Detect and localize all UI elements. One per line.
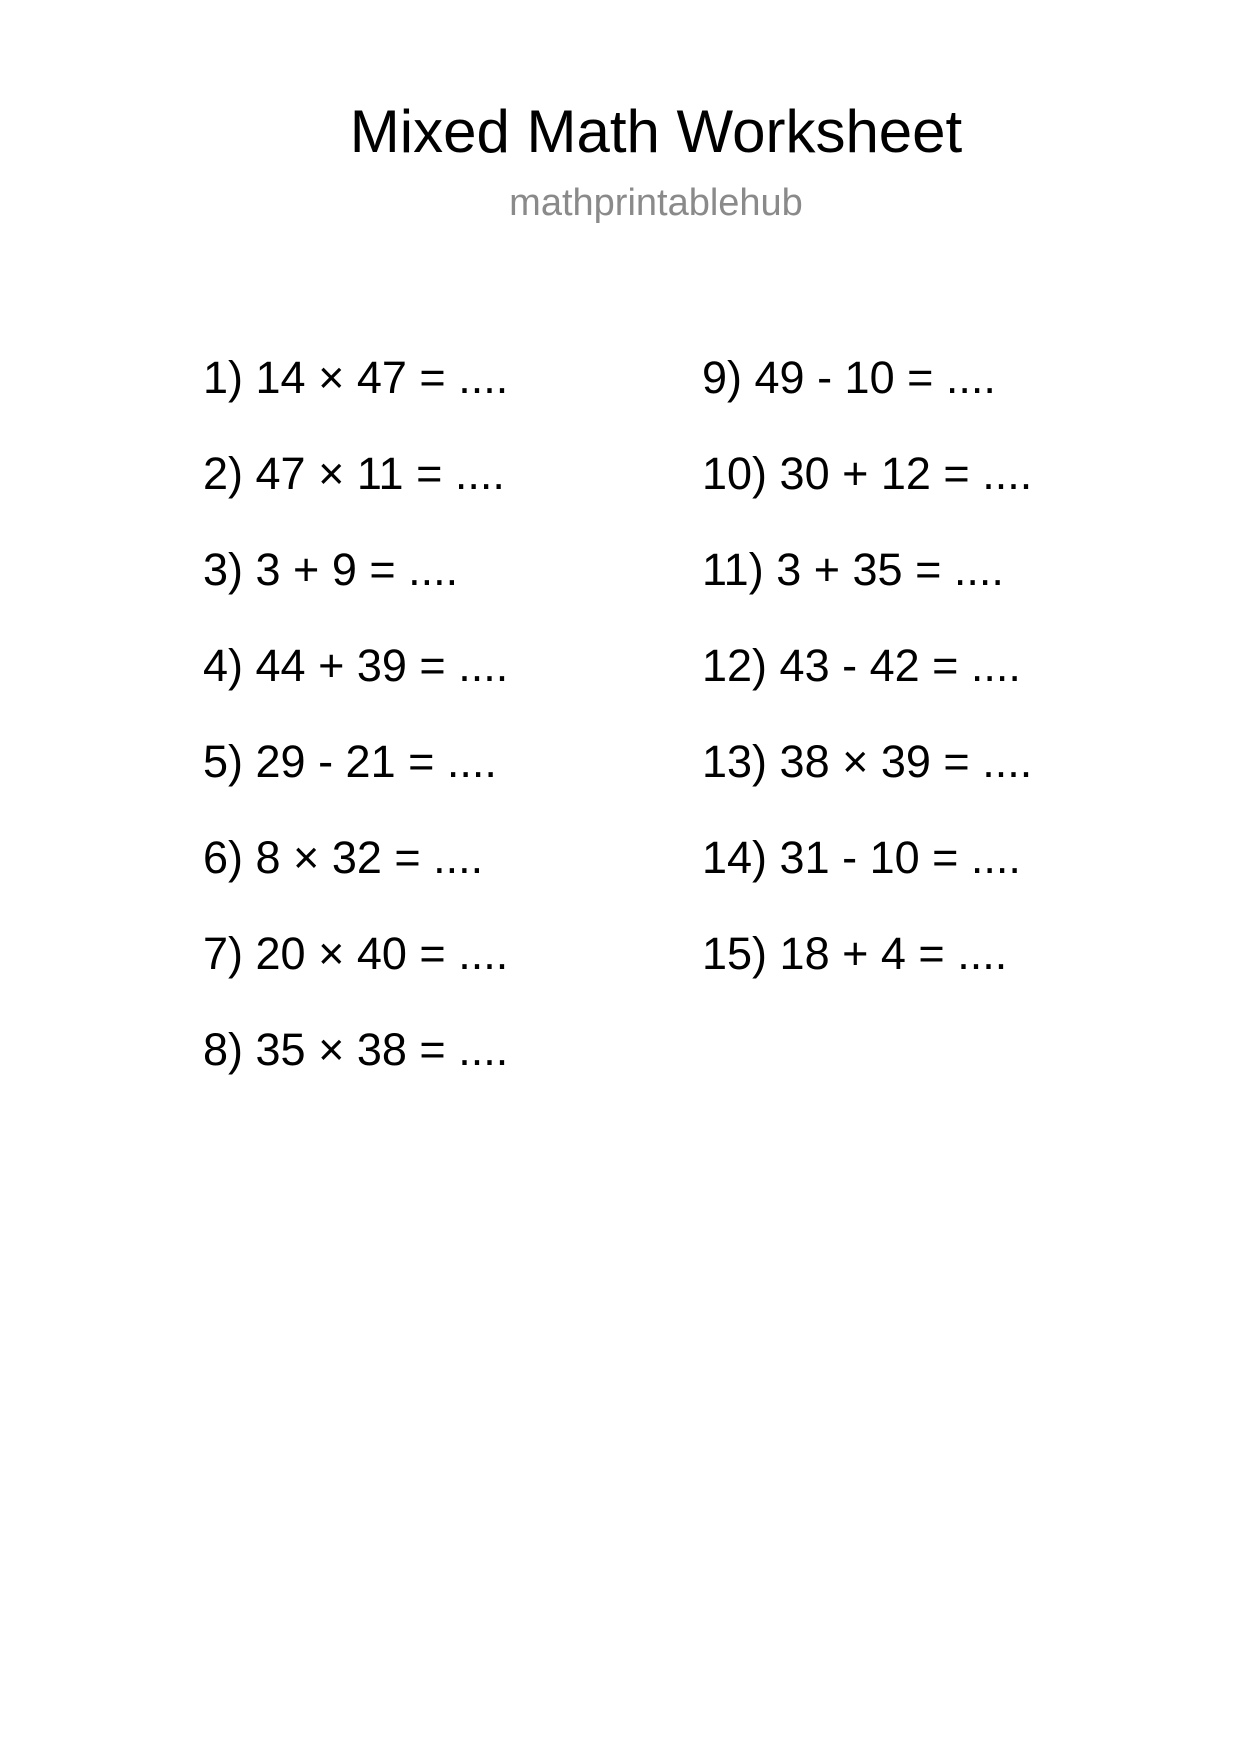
problem-item: 9) 49 - 10 = .... [702,352,996,403]
worksheet-header [0,98,1240,224]
problem-item: 11) 3 + 35 = .... [702,544,1004,595]
problem-item: 2) 47 × 11 = .... [203,448,505,499]
problem-item: 1) 14 × 47 = .... [203,352,509,403]
problems-area [203,330,1240,1098]
problem-item: 7) 20 × 40 = .... [203,928,509,979]
problems-column-left [203,330,702,1098]
problem-item: 8) 35 × 38 = .... [203,1024,509,1075]
problem-item: 15) 18 + 4 = .... [702,928,1008,979]
problem-item: 14) 31 - 10 = .... [702,832,1021,883]
problem-item: 6) 8 × 32 = .... [203,832,484,883]
problems-column-right [702,330,1240,1002]
problem-item: 4) 44 + 39 = .... [203,640,509,691]
page-title: Mixed Math Worksheet [349,98,963,165]
problem-item: 3) 3 + 9 = .... [203,544,459,595]
problem-item: 5) 29 - 21 = .... [203,736,497,787]
problem-item: 10) 30 + 12 = .... [702,448,1033,499]
problem-item: 12) 43 - 42 = .... [702,640,1021,691]
page-subtitle: mathprintablehub [509,182,803,224]
problem-item: 13) 38 × 39 = .... [702,736,1033,787]
